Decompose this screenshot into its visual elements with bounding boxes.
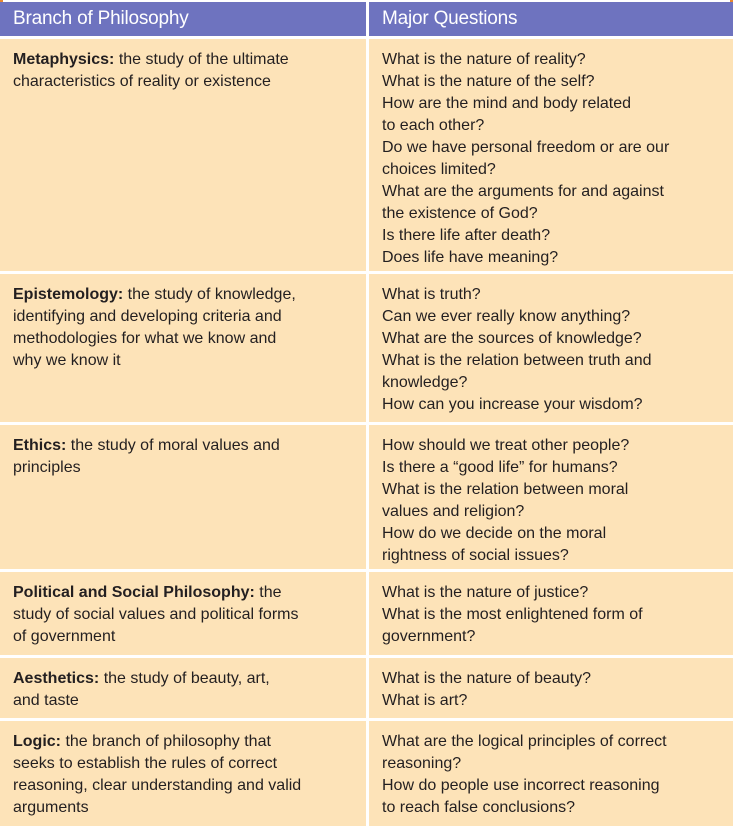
branch-cell: [0, 271, 369, 422]
question-line: to reach false conclusions?: [382, 799, 575, 816]
question-line: choices limited?: [382, 161, 496, 178]
header-branch: Branch of Philosophy: [0, 2, 369, 36]
questions-cell: [369, 36, 733, 271]
question-line: values and religion?: [382, 503, 525, 520]
question-line: What are the arguments for and against: [382, 183, 664, 200]
definition-line: identifying and developing criteria and: [13, 308, 282, 325]
questions-cell: [369, 569, 733, 655]
branch-term: Political and Social Philosophy:: [13, 584, 255, 601]
definition-line: methodologies for what we know and: [13, 330, 277, 347]
branch-cell: [0, 655, 369, 718]
questions-cell: [369, 271, 733, 422]
definition-line: why we know it: [13, 352, 121, 369]
question-line: knowledge?: [382, 374, 468, 391]
table-row: [0, 36, 733, 271]
table-row: [0, 422, 733, 569]
definition-line: and taste: [13, 692, 79, 709]
philosophy-branches-table: [0, 2, 733, 826]
branch-cell: [0, 422, 369, 569]
header-row: [0, 2, 733, 36]
question-line: What is the relation between moral: [382, 481, 629, 498]
questions-cell: [369, 422, 733, 569]
branch-cell: [0, 569, 369, 655]
question-line: Does life have meaning?: [382, 249, 559, 266]
table-row: [0, 271, 733, 422]
question-line: What are the logical principles of correct: [382, 733, 667, 750]
questions-cell: [369, 655, 733, 718]
definition-line: of government: [13, 628, 116, 645]
question-line: How do people use incorrect reasoning: [382, 777, 660, 794]
branch-term: Epistemology:: [13, 286, 124, 303]
table-row: [0, 718, 733, 826]
question-line: What is the nature of the self?: [382, 73, 595, 90]
definition-line: Political and Social Philosophy: the: [13, 584, 282, 601]
question-line: How can you increase your wisdom?: [382, 396, 643, 413]
question-line: How do we decide on the moral: [382, 525, 607, 542]
definition-line: study of social values and political forms: [13, 606, 299, 623]
question-line: to each other?: [382, 117, 485, 134]
question-line: Do we have personal freedom or are our: [382, 139, 670, 156]
question-line: What is the relation between truth and: [382, 352, 652, 369]
branch-term: Metaphysics:: [13, 51, 115, 68]
branch-term: Aesthetics:: [13, 670, 100, 687]
table-row: [0, 655, 733, 718]
branch-term: Ethics:: [13, 437, 67, 454]
branch-cell: [0, 36, 369, 271]
branch-cell: [0, 718, 369, 826]
questions-cell: [369, 718, 733, 826]
branch-term: Logic:: [13, 733, 61, 750]
question-line: What is the nature of beauty?: [382, 670, 592, 687]
question-line: How should we treat other people?: [382, 437, 630, 454]
question-line: Is there life after death?: [382, 227, 551, 244]
question-line: How are the mind and body related: [382, 95, 632, 112]
definition-line: Logic: the branch of philosophy that: [13, 733, 271, 750]
question-line: government?: [382, 628, 476, 645]
question-line: the existence of God?: [382, 205, 538, 222]
definition-line: principles: [13, 459, 81, 476]
question-line: rightness of social issues?: [382, 547, 569, 564]
definition-line: reasoning, clear understanding and valid: [13, 777, 302, 794]
question-line: What is the nature of reality?: [382, 51, 586, 68]
definition-line: Aesthetics: the study of beauty, art,: [13, 670, 270, 687]
question-line: Is there a “good life” for humans?: [382, 459, 618, 476]
definition-line: arguments: [13, 799, 89, 816]
question-line: What is art?: [382, 692, 468, 709]
question-line: What is the most enlightened form of: [382, 606, 643, 623]
question-line: What are the sources of knowledge?: [382, 330, 642, 347]
question-line: What is the nature of justice?: [382, 584, 589, 601]
definition-line: Metaphysics: the study of the ultimate: [13, 51, 289, 68]
header-questions: Major Questions: [369, 2, 733, 36]
question-line: What is truth?: [382, 286, 481, 303]
table-row: [0, 569, 733, 655]
question-line: Can we ever really know anything?: [382, 308, 631, 325]
definition-line: Ethics: the study of moral values and: [13, 437, 280, 454]
definition-line: Epistemology: the study of knowledge,: [13, 286, 296, 303]
definition-line: characteristics of reality or existence: [13, 73, 271, 90]
definition-line: seeks to establish the rules of correct: [13, 755, 278, 772]
question-line: reasoning?: [382, 755, 462, 772]
